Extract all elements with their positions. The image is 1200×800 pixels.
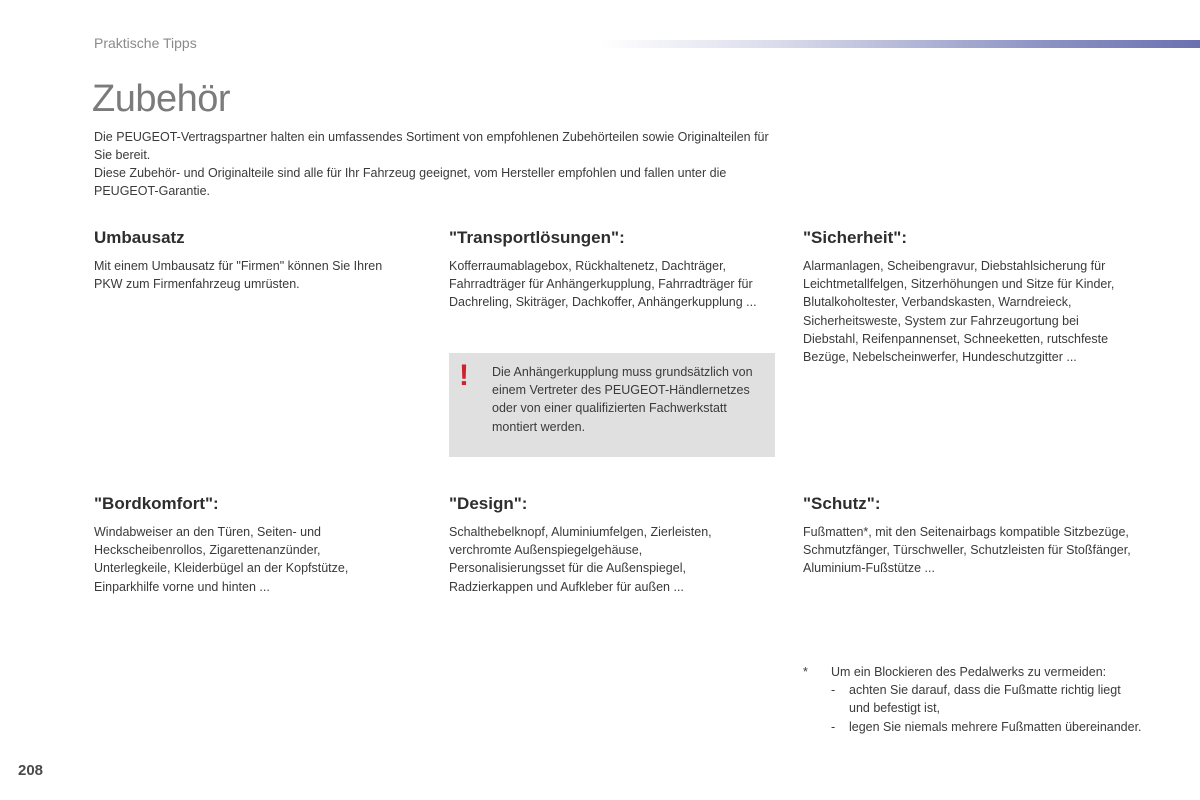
header-gradient-bar xyxy=(600,40,1200,48)
block-sicherheit xyxy=(803,228,1128,366)
footnote-item-text: legen Sie niemals mehrere Fußmatten übereinander. xyxy=(849,719,1142,734)
page-title: Zubehör xyxy=(92,78,231,120)
block-transport xyxy=(449,228,774,312)
block-title: "Sicherheit": xyxy=(803,228,907,247)
footnote-item-text: achten Sie darauf, dass die Fußmatte richtig liegt und befestigt ist, xyxy=(849,683,1121,716)
exclamation-icon: ! xyxy=(459,359,469,392)
block-title: "Bordkomfort": xyxy=(94,494,219,513)
block-title: Umbausatz xyxy=(94,228,185,247)
warning-text: Die Anhängerkupplung muss grundsätzlich von einem Vertreter des PEUGEOT-Händlernetzes oder von einer qualifizierten Fachwerkstatt montiert werden. xyxy=(492,365,753,434)
footnote-intro: Um ein Blockieren des Pedalwerks zu vermeiden: xyxy=(831,665,1107,679)
footnote xyxy=(803,663,1143,736)
block-text: Schalthebelknopf, Aluminiumfelgen, Zierleisten, verchromte Außenspiegelgehäuse, Personalisierungsset für die Außenspiegel, Radzierkappen und Aufkleber für außen ... xyxy=(449,525,712,594)
warning-notice xyxy=(449,353,775,457)
section-label: Praktische Tipps xyxy=(94,35,197,51)
footnote-intro-row xyxy=(803,663,1143,681)
footnote-list xyxy=(803,681,1143,736)
intro-text xyxy=(94,128,774,200)
block-umbausatz xyxy=(94,228,419,293)
page-number: 208 xyxy=(18,762,44,779)
block-bordkomfort xyxy=(94,494,419,596)
intro-paragraph-1: Die PEUGEOT-Vertragspartner halten ein umfassendes Sortiment von empfohlenen Zubehörteilen sowie Originalteilen für Sie bereit. xyxy=(94,130,769,162)
block-text: Mit einem Umbausatz für "Firmen" können Sie Ihren PKW zum Firmenfahrzeug umrüsten. xyxy=(94,259,383,292)
footnote-marker: * xyxy=(803,665,808,679)
intro-paragraph-2: Diese Zubehör- und Originalteile sind alle für Ihr Fahrzeug geeignet, vom Hersteller empfohlen und fallen unter die PEUGEOT-Garantie. xyxy=(94,166,727,198)
block-title: "Transportlösungen": xyxy=(449,228,625,247)
dash-bullet: - xyxy=(831,683,836,698)
block-text: Windabweiser an den Türen, Seiten- und Heckscheibenrollos, Zigarettenanzünder, Unterlegkeile, Kleiderbügel an der Kopfstütze, Einparkhilfe vorne und hinten ... xyxy=(94,525,349,594)
block-text: Kofferraumablagebox, Rückhaltenetz, Dachträger, Fahrradträger für Anhängerkupplung, Fahrradträger für Dachreling, Skiträger, Dachkoffer, Anhängerkupplung ... xyxy=(449,259,757,310)
footnote-item xyxy=(831,718,1143,736)
block-title: "Schutz": xyxy=(803,494,881,513)
block-text: Alarmanlagen, Scheibengravur, Diebstahlsicherung für Leichtmetallfelgen, Sitzerhöhungen und Sitze für Kinder, Blutalkoholtester, Verbandskasten, Warndreieck, Sicherheitsweste, System zur Fahrzeugortung bei Diebstahl, Reifenpannenset, Schneeketten, rutschfeste Bezüge, Nebelscheinwerfer, Hundeschutzgitter ... xyxy=(803,259,1115,365)
block-design xyxy=(449,494,774,596)
dash-bullet: - xyxy=(831,719,836,734)
footnote-item xyxy=(831,681,1143,717)
block-text: Fußmatten*, mit den Seitenairbags kompatible Sitzbezüge, Schmutzfänger, Türschweller, Schutzleisten für Stoßfänger, Aluminium-Fußstütze ... xyxy=(803,525,1131,576)
block-schutz xyxy=(803,494,1131,578)
block-title: "Design": xyxy=(449,494,528,513)
